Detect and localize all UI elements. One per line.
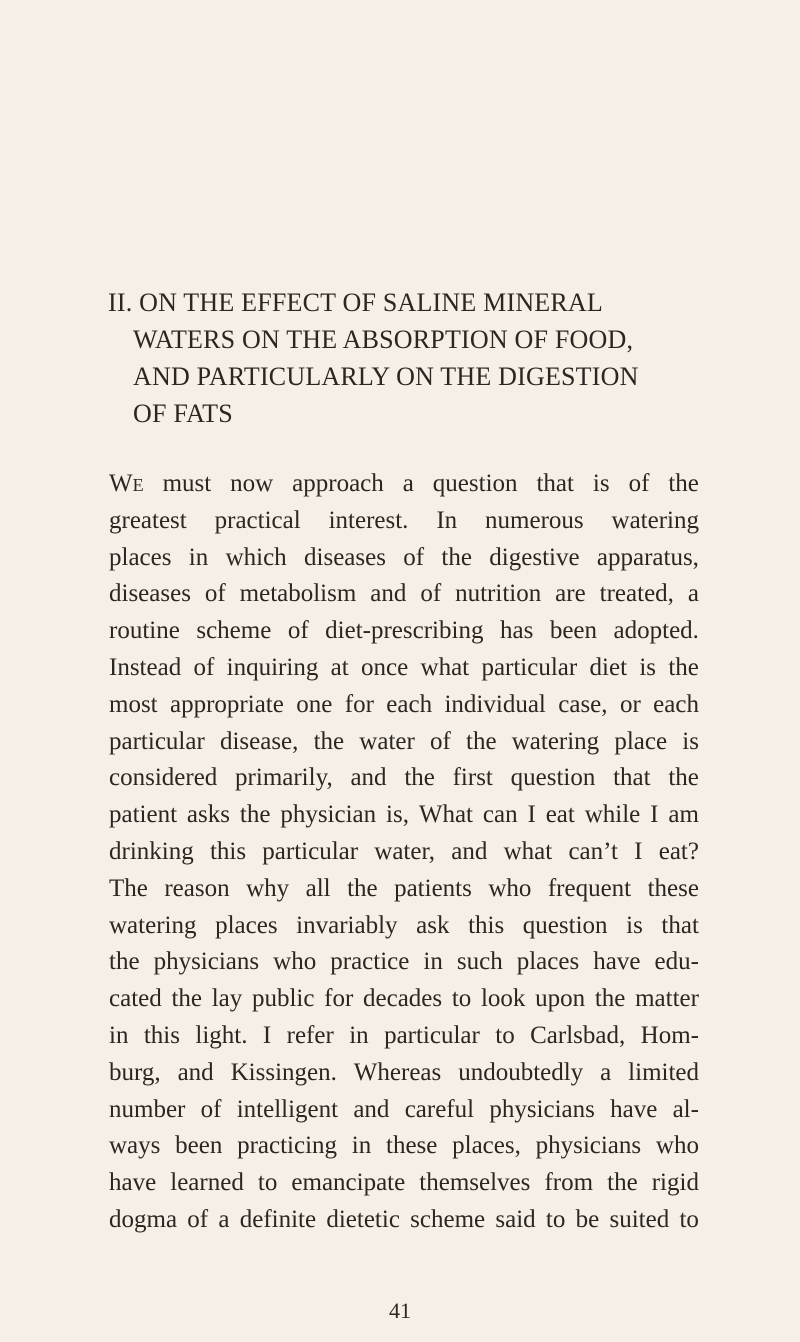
paragraph-word: that — [536, 470, 574, 497]
paragraph-word: and — [353, 1095, 390, 1123]
paragraph-word: to — [545, 1205, 566, 1233]
paragraph-line — [109, 871, 699, 908]
paragraph-line — [109, 1055, 699, 1092]
paragraph-word: and — [451, 837, 488, 865]
paragraph-word: and — [177, 1058, 214, 1086]
paragraph-word: definite — [239, 1205, 317, 1233]
paragraph-word: considered — [109, 764, 218, 792]
paragraph-word: the — [347, 874, 378, 902]
paragraph-word: decades — [363, 985, 443, 1013]
paragraph-word: undoubtedly — [458, 1058, 584, 1086]
paragraph-word: dogma — [109, 1205, 178, 1233]
paragraph-word: suited — [609, 1205, 670, 1233]
paragraph-word: Hom- — [640, 1021, 699, 1049]
paragraph-word: primarily, — [235, 764, 333, 792]
paragraph-word: all — [305, 874, 331, 902]
paragraph-word: numerous — [485, 506, 584, 534]
paragraph-line — [109, 466, 699, 503]
paragraph-word: scheme — [410, 1205, 486, 1233]
paragraph-word: that — [661, 911, 699, 939]
paragraph-word: scheme — [196, 617, 272, 645]
paragraph-word: What — [418, 801, 473, 829]
paragraph-word: is — [639, 653, 657, 681]
chapter-heading — [108, 284, 728, 432]
paragraph-word: treated, — [599, 580, 674, 608]
paragraph-line — [109, 1092, 699, 1129]
paragraph-word: in — [349, 1021, 369, 1049]
paragraph-word: question — [432, 470, 518, 497]
paragraph-word: Carlsbad, — [530, 1021, 626, 1049]
paragraph-word: Whereas — [353, 1058, 442, 1086]
paragraph-word: the — [313, 727, 345, 755]
paragraph-word: can’t — [568, 837, 618, 865]
paragraph-word: why — [246, 874, 290, 902]
paragraph-word: Kissingen. — [230, 1058, 337, 1086]
paragraph-line — [109, 576, 699, 613]
paragraph-word: a — [687, 580, 699, 608]
paragraph-word: apparatus, — [596, 543, 699, 571]
paragraph-word: each — [386, 690, 433, 718]
paragraph-word: each — [653, 690, 699, 718]
paragraph-word: asks — [186, 801, 230, 829]
paragraph-word: and — [350, 764, 387, 792]
paragraph-word: individual — [444, 690, 546, 718]
paragraph-word: of — [403, 543, 425, 571]
paragraph-word: physician — [280, 801, 377, 829]
paragraph-line — [109, 834, 699, 871]
body-paragraph — [109, 466, 699, 1239]
paragraph-word: have — [109, 1169, 157, 1197]
paragraph-word: been — [549, 617, 598, 645]
paragraph-word: edu- — [654, 948, 699, 976]
paragraph-word: first — [452, 764, 493, 792]
paragraph-word: reason — [164, 874, 230, 902]
paragraph-word: physicians — [535, 1132, 642, 1160]
paragraph-word: what — [503, 837, 553, 865]
paragraph-line — [109, 797, 699, 834]
paragraph-word: for — [344, 690, 374, 718]
paragraph-word: We — [109, 470, 144, 497]
paragraph-word: once — [361, 653, 409, 681]
paragraph-word: Instead — [109, 653, 182, 681]
paragraph-word: in — [423, 948, 443, 976]
paragraph-word: of — [628, 470, 650, 497]
paragraph-word: have — [610, 1095, 658, 1123]
paragraph-word: in — [188, 543, 209, 571]
paragraph-word: greatest — [109, 506, 187, 534]
paragraph-word: which — [225, 543, 287, 571]
paragraph-word: eat? — [658, 837, 699, 865]
paragraph-word: matter — [635, 985, 699, 1013]
paragraph-word: or — [619, 690, 641, 718]
paragraph-word: lay — [211, 985, 243, 1013]
paragraph-word: emancipate — [291, 1169, 406, 1197]
paragraph-word: from — [544, 1169, 594, 1197]
paragraph-line — [109, 503, 699, 540]
chapter-heading-line: AND PARTICULARLY ON THE DIGESTION — [133, 362, 639, 391]
paragraph-word: places, — [452, 1132, 521, 1160]
paragraph-line — [109, 981, 699, 1018]
paragraph-word: I — [262, 1021, 272, 1049]
paragraph-word: of — [200, 1095, 222, 1123]
paragraph-line — [109, 540, 699, 577]
paragraph-word: in — [351, 1132, 372, 1160]
paragraph-word: particular — [384, 1021, 480, 1049]
paragraph-word: of — [204, 580, 226, 608]
paragraph-word: I — [634, 837, 643, 865]
paragraph-word: approach — [292, 470, 384, 497]
paragraph-word: interest. — [328, 506, 409, 534]
paragraph-word: I — [650, 801, 659, 829]
paragraph-word: metabolism — [239, 580, 357, 608]
paragraph-word: have — [593, 948, 641, 976]
paragraph-word: in — [109, 1021, 129, 1049]
paragraph-word: practicing — [237, 1132, 338, 1160]
paragraph-line — [109, 687, 699, 724]
paragraph-word: be — [575, 1205, 600, 1233]
paragraph-word: physicians — [489, 1095, 595, 1123]
paragraph-word: intelligent — [236, 1095, 339, 1123]
paragraph-word: to — [679, 1205, 699, 1233]
paragraph-word: dietetic — [326, 1205, 400, 1233]
paragraph-line — [109, 1202, 699, 1239]
paragraph-word: careful — [404, 1095, 475, 1123]
paragraph-word: I — [527, 801, 536, 829]
paragraph-word: most — [109, 690, 158, 718]
paragraph-word: diet-prescribing — [325, 617, 484, 645]
paragraph-word: of — [193, 653, 215, 681]
paragraph-word: at — [330, 653, 349, 681]
small-caps-lead: e — [132, 470, 144, 497]
paragraph-word: practical — [214, 506, 301, 534]
paragraph-word: the — [668, 470, 699, 497]
paragraph-word: been — [175, 1132, 223, 1160]
paragraph-line — [109, 650, 699, 687]
paragraph-word: such — [456, 948, 503, 976]
paragraph-word: a — [402, 470, 414, 497]
paragraph-word: to — [451, 985, 472, 1013]
paragraph-word: a — [218, 1205, 230, 1233]
chapter-heading-line: OF FATS — [133, 399, 233, 428]
paragraph-word: public — [251, 985, 315, 1013]
paragraph-line — [109, 1165, 699, 1202]
paragraph-word: physicians — [153, 948, 260, 976]
paragraph-line — [109, 1018, 699, 1055]
paragraph-word: diseases — [109, 580, 191, 608]
paragraph-word: this — [209, 837, 247, 865]
paragraph-word: while — [584, 801, 641, 829]
paragraph-line — [109, 724, 699, 761]
paragraph-word: the — [607, 1169, 638, 1197]
paragraph-word: refer — [286, 1021, 334, 1049]
paragraph-word: particular — [481, 653, 578, 681]
paragraph-word: of — [287, 617, 309, 645]
paragraph-word: the — [668, 764, 699, 792]
paragraph-word: of — [420, 580, 442, 608]
paragraph-word: the — [239, 801, 271, 829]
paragraph-word: to — [495, 1021, 515, 1049]
paragraph-word: appropriate — [170, 690, 284, 718]
paragraph-word: the — [466, 727, 497, 755]
paragraph-word: al- — [672, 1095, 699, 1123]
paragraph-word: am — [668, 801, 699, 829]
chapter-heading-line: WATERS ON THE ABSORPTION OF FOOD, — [133, 325, 634, 354]
paragraph-word: diseases — [304, 543, 386, 571]
paragraph-word: eat — [545, 801, 575, 829]
paragraph-word: this — [143, 1021, 180, 1049]
paragraph-word: is — [682, 727, 699, 755]
paragraph-word: of — [430, 727, 451, 755]
paragraph-word: what — [420, 653, 470, 681]
page-number: 41 — [389, 1298, 411, 1323]
paragraph-word: is — [592, 470, 610, 497]
paragraph-word: look — [480, 985, 526, 1013]
paragraph-word: the — [171, 985, 202, 1013]
paragraph-word: case, — [558, 690, 608, 718]
paragraph-word: places — [516, 948, 580, 976]
paragraph-word: one — [296, 690, 333, 718]
paragraph-word: learned — [170, 1169, 244, 1197]
paragraph-word: watering — [511, 727, 600, 755]
paragraph-word: number — [109, 1095, 186, 1123]
paragraph-word: limited — [628, 1058, 699, 1086]
paragraph-word: adopted. — [613, 617, 699, 645]
paragraph-word: are — [555, 580, 586, 608]
paragraph-word: to — [257, 1169, 278, 1197]
paragraph-word: diet — [589, 653, 628, 681]
paragraph-word: digestive — [489, 543, 580, 571]
paragraph-word: a — [600, 1058, 612, 1086]
paragraph-word: of — [187, 1205, 209, 1233]
paragraph-word: light. — [195, 1021, 248, 1049]
paragraph-word: disease, — [219, 727, 299, 755]
paragraph-word: the — [441, 543, 472, 571]
paragraph-word: particular — [262, 837, 359, 865]
paragraph-word: these — [647, 874, 699, 902]
paragraph-word: cated — [109, 985, 162, 1013]
paragraph-word: ask — [416, 911, 450, 939]
paragraph-word: watering — [109, 911, 197, 939]
paragraph-word: this — [468, 911, 505, 939]
paragraph-word: the — [109, 948, 140, 976]
paragraph-word: place — [614, 727, 668, 755]
paragraph-word: for — [324, 985, 354, 1013]
paragraph-word: the — [594, 985, 626, 1013]
paragraph-line — [109, 760, 699, 797]
paragraph-word: that — [613, 764, 651, 792]
paragraph-word: upon — [535, 985, 586, 1013]
paragraph-word: places — [109, 543, 172, 571]
paragraph-word: ways — [109, 1132, 161, 1160]
paragraph-word: In — [436, 506, 458, 534]
paragraph-line — [109, 944, 699, 981]
paragraph-word: is, — [386, 801, 409, 829]
paragraph-word: inquiring — [226, 653, 319, 681]
paragraph-word: now — [230, 470, 274, 497]
paragraph-word: water, — [374, 837, 436, 865]
paragraph-word: the — [668, 653, 699, 681]
paragraph-word: can — [482, 801, 518, 829]
paragraph-word: and — [370, 580, 407, 608]
paragraph-word: routine — [109, 617, 180, 645]
paragraph-word: who — [488, 874, 532, 902]
paragraph-word: places — [215, 911, 278, 939]
paragraph-word: themselves — [419, 1169, 531, 1197]
paragraph-word: nutrition — [455, 580, 542, 608]
paragraph-word: water — [359, 727, 415, 755]
paragraph-word: question — [510, 764, 596, 792]
paragraph-word: these — [386, 1132, 438, 1160]
paragraph-word: invariably — [296, 911, 398, 939]
paragraph-word: who — [273, 948, 317, 976]
chapter-heading-line: II. ON THE EFFECT OF SALINE MINERAL — [108, 288, 603, 317]
paragraph-word: The — [109, 874, 148, 902]
paragraph-word: who — [655, 1132, 699, 1160]
paragraph-word: frequent — [547, 874, 632, 902]
paragraph-line — [109, 1128, 699, 1165]
paragraph-line — [109, 613, 699, 650]
paragraph-word: burg, — [109, 1058, 161, 1086]
paragraph-line — [109, 908, 699, 945]
paragraph-word: has — [499, 617, 534, 645]
paragraph-word: question — [522, 911, 608, 939]
paragraph-word: drinking — [109, 837, 194, 865]
paragraph-word: particular — [109, 727, 205, 755]
paragraph-word: must — [162, 470, 212, 497]
paragraph-word: patient — [109, 801, 178, 829]
paragraph-word: said — [495, 1205, 536, 1233]
paragraph-word: rigid — [651, 1169, 699, 1197]
paragraph-word: patients — [394, 874, 472, 902]
paragraph-word: watering — [611, 506, 699, 534]
paragraph-word: is — [626, 911, 643, 939]
paragraph-word: practice — [330, 948, 410, 976]
paragraph-word: the — [404, 764, 435, 792]
